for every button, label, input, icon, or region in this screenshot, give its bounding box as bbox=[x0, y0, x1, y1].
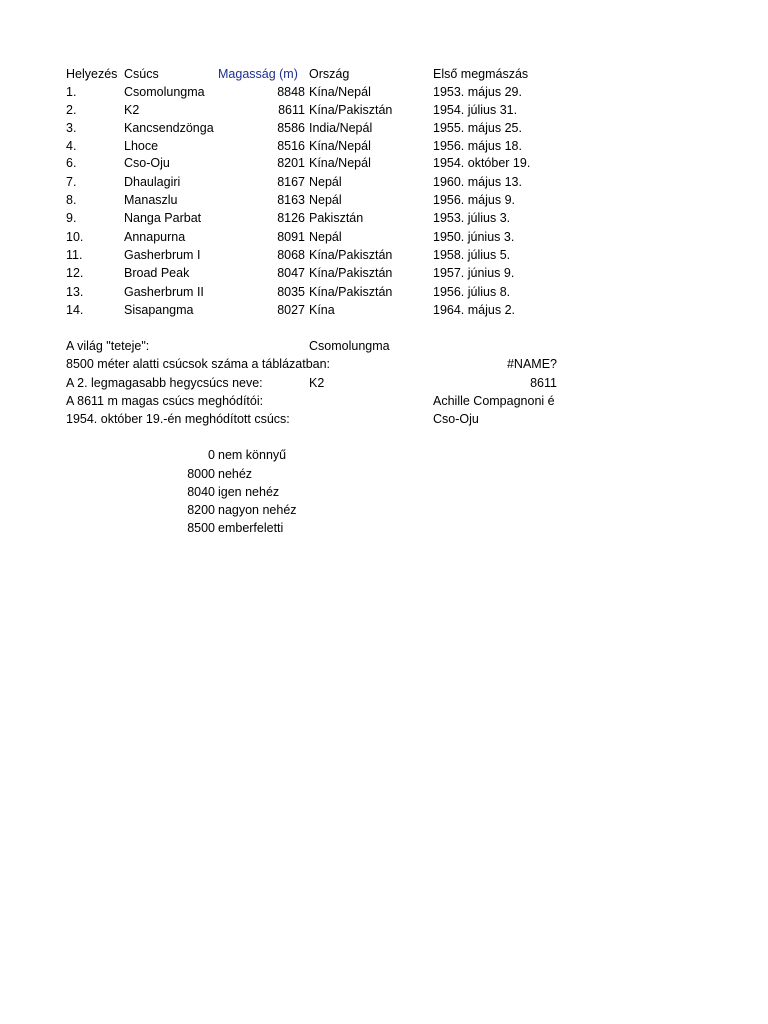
difficulty-threshold: 8040 bbox=[187, 485, 215, 499]
summary-second-height: 8611 bbox=[530, 376, 557, 390]
row-rank: 7. bbox=[66, 175, 77, 189]
summary-second-name: K2 bbox=[309, 376, 325, 390]
summary-conquerors-label: A 8611 m magas csúcs meghódítói: bbox=[66, 394, 264, 408]
difficulty-label: nehéz bbox=[218, 467, 253, 481]
summary-top-value: Csomolungma bbox=[309, 339, 390, 353]
difficulty-label: nagyon nehéz bbox=[218, 503, 297, 517]
row-first-ascent: 1960. május 13. bbox=[433, 175, 522, 189]
row-rank: 4. bbox=[66, 139, 77, 153]
summary-date-label: 1954. október 19.-én meghódított csúcs: bbox=[66, 412, 290, 426]
row-height: 8126 bbox=[277, 211, 305, 225]
row-height: 8027 bbox=[277, 303, 305, 317]
row-country: Pakisztán bbox=[309, 211, 364, 225]
summary-under8500-value: #NAME? bbox=[506, 357, 557, 371]
row-first-ascent: 1956. július 8. bbox=[433, 285, 511, 299]
row-peak: Broad Peak bbox=[124, 266, 190, 280]
row-peak: K2 bbox=[124, 103, 140, 117]
row-peak: Lhoce bbox=[124, 139, 159, 153]
row-rank: 1. bbox=[66, 85, 77, 99]
row-height: 8516 bbox=[277, 139, 305, 153]
row-height: 8035 bbox=[277, 285, 305, 299]
row-rank: 3. bbox=[66, 121, 77, 135]
row-first-ascent: 1950. június 3. bbox=[433, 230, 515, 244]
row-height: 8163 bbox=[277, 193, 305, 207]
row-peak: Sisapangma bbox=[124, 303, 194, 317]
difficulty-threshold: 8200 bbox=[187, 503, 215, 517]
row-peak: Manaszlu bbox=[124, 193, 178, 207]
row-first-ascent: 1957. június 9. bbox=[433, 266, 515, 280]
header-first-ascent: Első megmászás bbox=[433, 67, 528, 81]
row-country: India/Nepál bbox=[309, 121, 373, 135]
row-country: Nepál bbox=[309, 175, 342, 189]
row-rank: 12. bbox=[66, 266, 84, 280]
row-rank: 10. bbox=[66, 230, 84, 244]
row-first-ascent: 1954. október 19. bbox=[433, 156, 531, 170]
header-country: Ország bbox=[309, 67, 350, 81]
row-peak: Annapurna bbox=[124, 230, 186, 244]
row-first-ascent: 1954. július 31. bbox=[433, 103, 518, 117]
row-country: Nepál bbox=[309, 193, 342, 207]
row-peak: Gasherbrum II bbox=[124, 285, 204, 299]
difficulty-threshold: 8500 bbox=[187, 521, 215, 535]
difficulty-threshold: 8000 bbox=[187, 467, 215, 481]
row-first-ascent: 1956. május 9. bbox=[433, 193, 515, 207]
row-rank: 13. bbox=[66, 285, 84, 299]
header-peak: Csúcs bbox=[124, 67, 159, 81]
row-height: 8848 bbox=[277, 85, 305, 99]
header-height: Magasság (m) bbox=[218, 67, 298, 81]
difficulty-label: nem könnyű bbox=[218, 448, 287, 462]
row-height: 8611 bbox=[278, 103, 305, 117]
row-peak: Nanga Parbat bbox=[124, 211, 202, 225]
row-height: 8201 bbox=[277, 156, 305, 170]
row-peak: Dhaulagiri bbox=[124, 175, 181, 189]
row-first-ascent: 1958. július 5. bbox=[433, 248, 511, 262]
row-country: Kína/Pakisztán bbox=[309, 266, 393, 280]
row-first-ascent: 1955. május 25. bbox=[433, 121, 522, 135]
row-country: Nepál bbox=[309, 230, 342, 244]
row-country: Kína/Nepál bbox=[309, 156, 371, 170]
row-height: 8091 bbox=[277, 230, 305, 244]
row-first-ascent: 1964. május 2. bbox=[433, 303, 515, 317]
row-peak: Csomolungma bbox=[124, 85, 205, 99]
row-height: 8586 bbox=[277, 121, 305, 135]
row-rank: 6. bbox=[66, 156, 77, 170]
row-rank: 8. bbox=[66, 193, 77, 207]
row-peak: Kancsendzönga bbox=[124, 121, 214, 135]
header-rank: Helyezés bbox=[66, 67, 118, 81]
row-rank: 14. bbox=[66, 303, 84, 317]
row-rank: 11. bbox=[66, 248, 83, 262]
row-height: 8167 bbox=[277, 175, 305, 189]
row-country: Kína/Pakisztán bbox=[309, 103, 393, 117]
difficulty-label: igen nehéz bbox=[218, 485, 280, 499]
row-first-ascent: 1956. május 18. bbox=[433, 139, 522, 153]
row-peak: Cso-Oju bbox=[124, 156, 170, 170]
row-rank: 9. bbox=[66, 211, 77, 225]
row-country: Kína bbox=[309, 303, 335, 317]
row-country: Kína/Pakisztán bbox=[309, 285, 393, 299]
summary-under8500-label: 8500 méter alatti csúcsok száma a táblázatban: bbox=[66, 357, 331, 371]
row-rank: 2. bbox=[66, 103, 77, 117]
row-country: Kína/Pakisztán bbox=[309, 248, 393, 262]
summary-conquerors-value: Achille Compagnoni é bbox=[433, 394, 555, 408]
row-peak: Gasherbrum I bbox=[124, 248, 201, 262]
row-height: 8068 bbox=[277, 248, 305, 262]
summary-top-label: A világ "teteje": bbox=[66, 339, 150, 353]
row-first-ascent: 1953. május 29. bbox=[433, 85, 522, 99]
difficulty-threshold: 0 bbox=[208, 448, 215, 462]
row-country: Kína/Nepál bbox=[309, 139, 371, 153]
row-country: Kína/Nepál bbox=[309, 85, 371, 99]
summary-date-value: Cso-Oju bbox=[433, 412, 479, 426]
summary-second-label: A 2. legmagasabb hegycsúcs neve: bbox=[66, 376, 263, 390]
difficulty-label: emberfeletti bbox=[218, 521, 284, 535]
row-height: 8047 bbox=[277, 266, 305, 280]
row-first-ascent: 1953. július 3. bbox=[433, 211, 511, 225]
